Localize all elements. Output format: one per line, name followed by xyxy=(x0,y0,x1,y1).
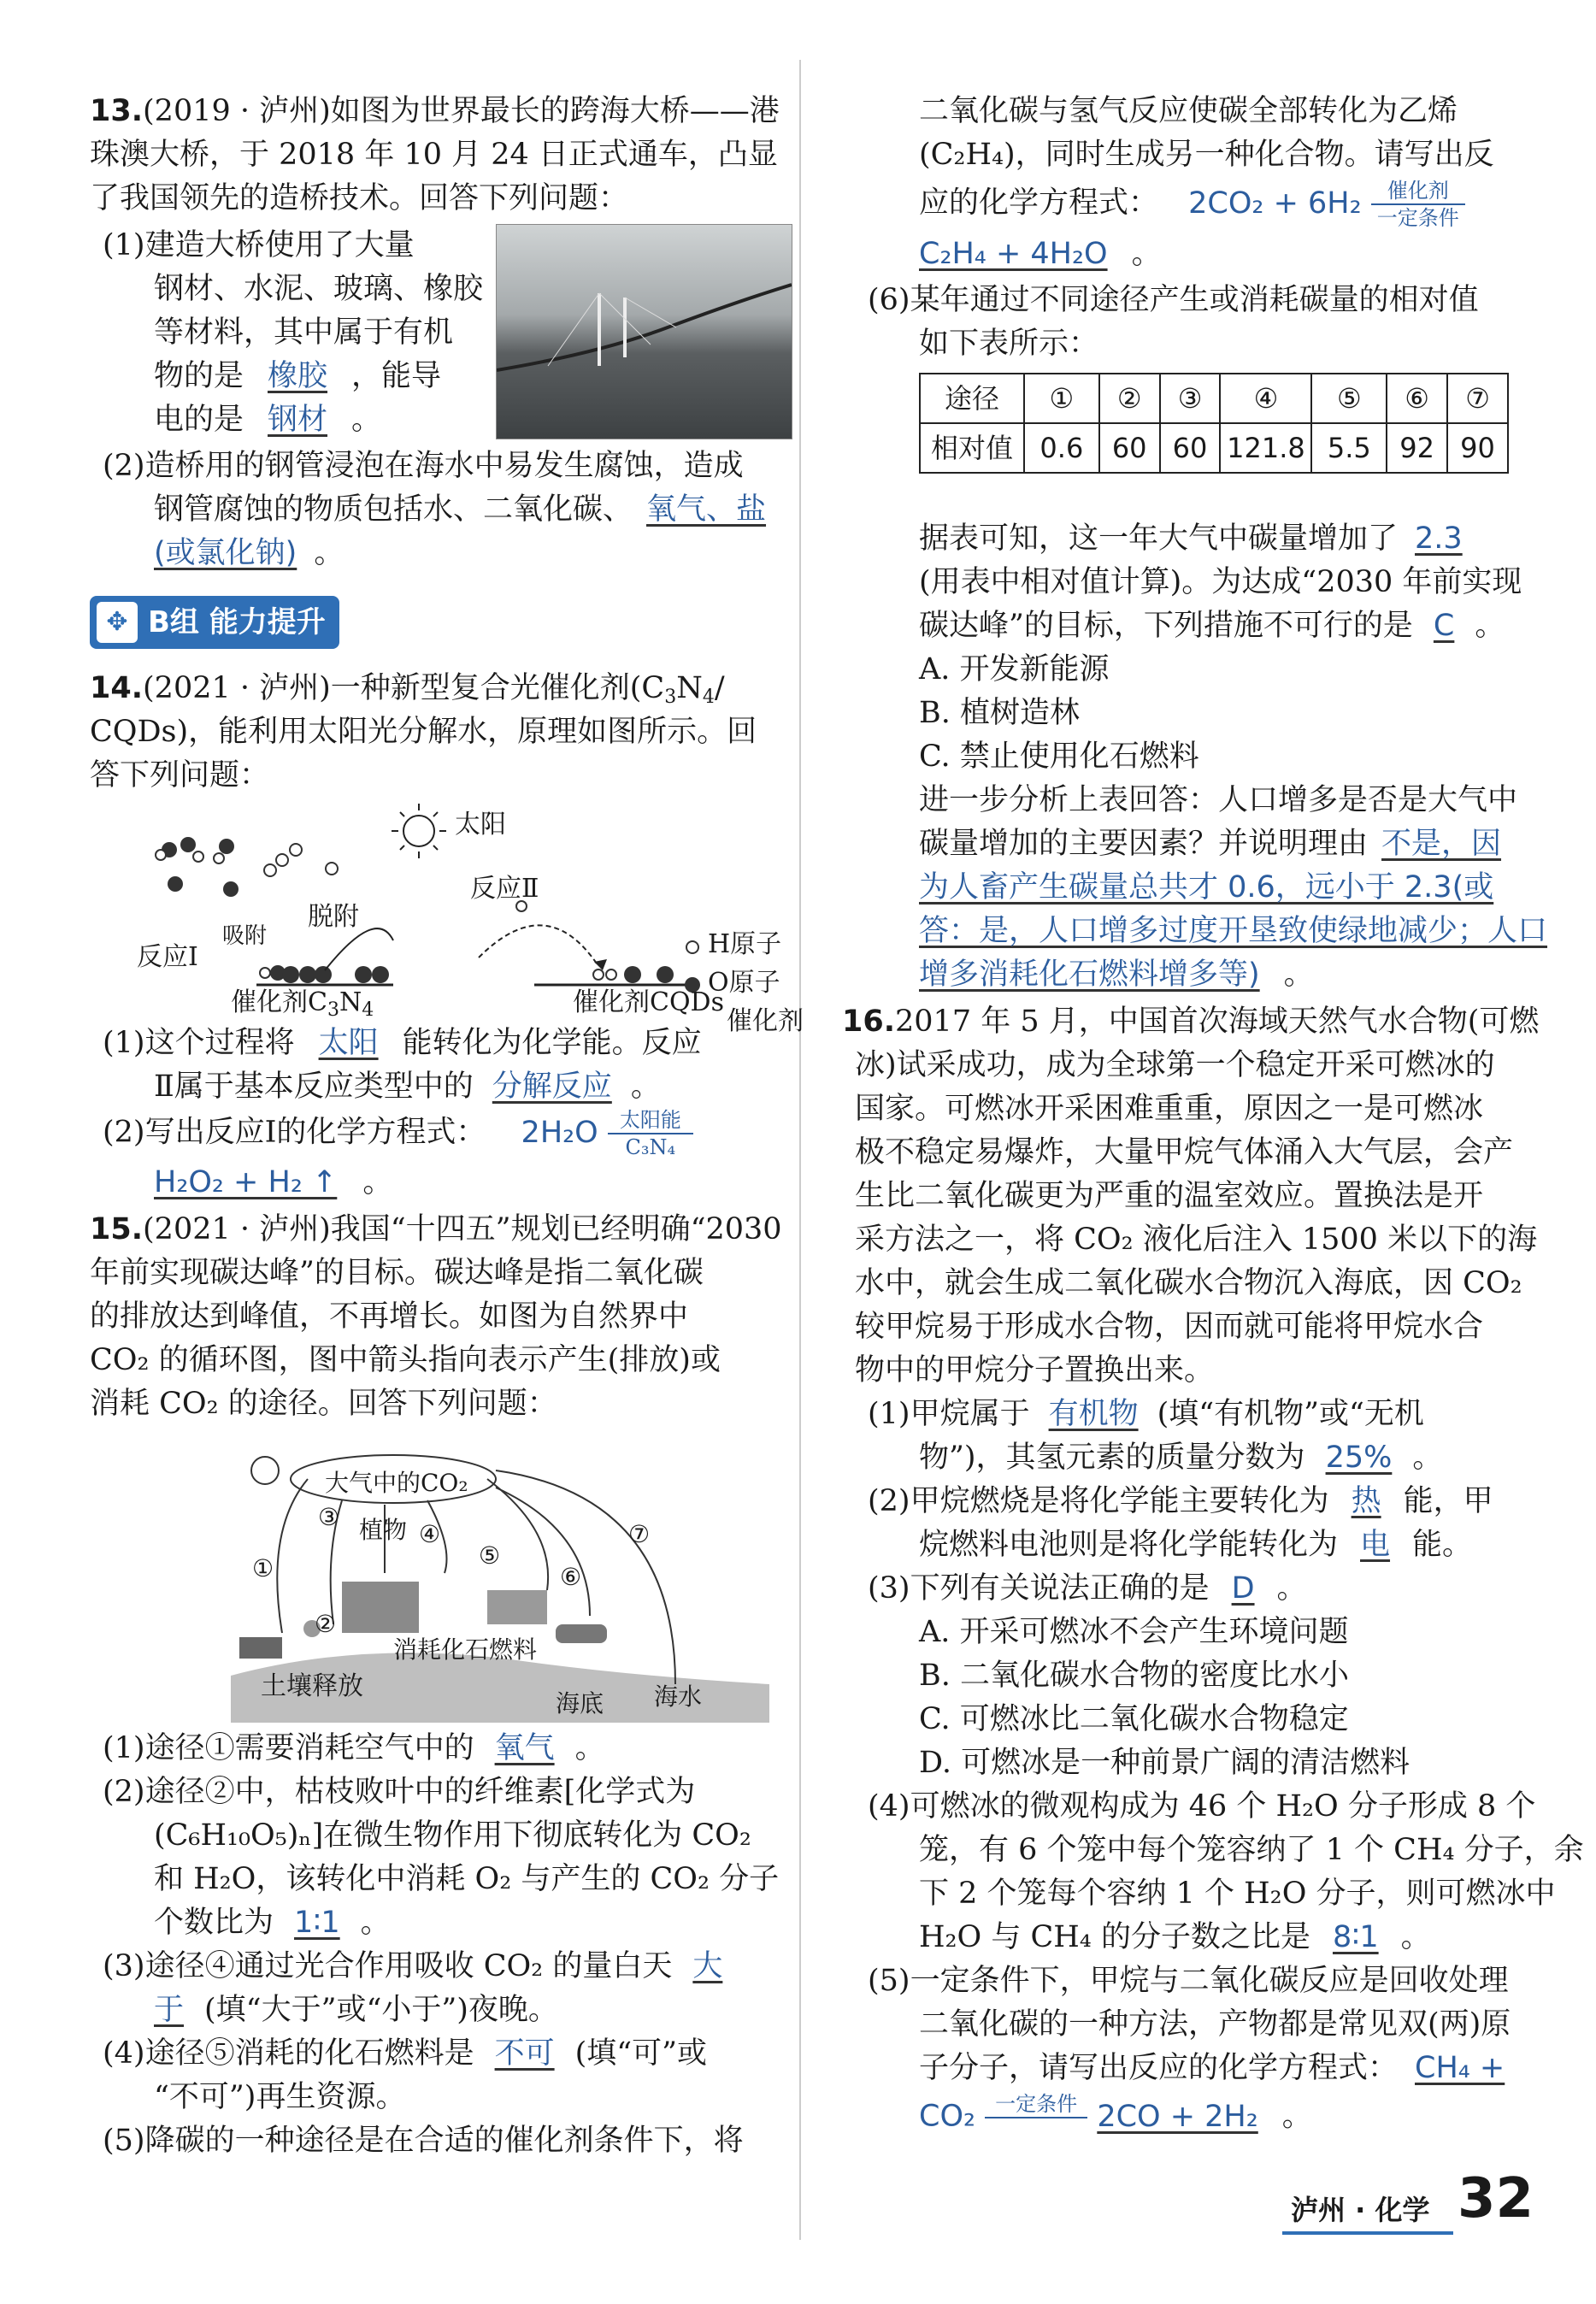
fig-label-seabed: 海底 xyxy=(556,1689,604,1718)
q16-option-b: B. 二氧化碳水合物的密度比水小 xyxy=(919,1659,1349,1693)
q16-part1-line2: 物”)，其氢元素的质量分数为 25% 。 xyxy=(919,1441,1443,1475)
q13-part1-line4: 物的是 橡胶 ，能导 xyxy=(154,359,442,393)
fig-label-reaction1: 反应Ⅰ xyxy=(137,942,198,972)
q16-part3-line1: (3)下列有关说法正确的是 D 。 xyxy=(868,1571,1307,1606)
q13-part1-line3: 等材料，其中属于有机 xyxy=(154,315,454,350)
q16-stem-line6: 采方法之一，将 CO₂ 液化后注入 1500 米以下的海 xyxy=(855,1223,1538,1257)
fig-label-desorb: 脱附 xyxy=(308,902,359,932)
q15-part5-line5: C₂H₄ + 4H₂O 。 xyxy=(919,237,1162,271)
q15-option-c: C. 禁止使用化石燃料 xyxy=(919,740,1199,774)
q16-line1: 16.2017 年 5 月，中国首次海域天然气水合物(可燃 xyxy=(842,1005,1540,1039)
q13-stem-line2: 珠澳大桥，于 2018 年 10 月 24 日正式通车，凸显 xyxy=(90,138,778,172)
q13-answer-organic: 橡胶 xyxy=(268,359,328,393)
q14-line1: 14.(2021 · 泸州)一种新型复合光催化剂($C_3N_4/$ xyxy=(90,671,725,708)
q14-equation-left: 2H₂O xyxy=(521,1115,598,1150)
q16-stem-line3: 国家。可燃冰开采困难重重，原因之一是可燃冰 xyxy=(855,1092,1484,1126)
bridge-illustration xyxy=(497,225,792,439)
table-cell: ⑦ xyxy=(1447,374,1508,423)
q15-part3-line2: 于 (填“大于”或“小于”)夜晚。 xyxy=(154,1993,558,2027)
fig-path-6: ⑥ xyxy=(560,1563,582,1591)
table-cell: 0.6 xyxy=(1024,423,1099,473)
q16-stem-line8: 较甲烷易于形成水合物，因而就可能将甲烷水合 xyxy=(855,1310,1484,1344)
q13-part2-line1: (2)造桥用的钢管浸泡在海水中易发生腐蚀，造成 xyxy=(103,449,744,483)
q15-part2-line3: 和 H₂O，该转化中消耗 O₂ 与产生的 CO₂ 分子 xyxy=(154,1862,780,1896)
q13-part2-line2: 钢管腐蚀的物质包括水、二氧化碳、 氧气、盐 xyxy=(154,492,767,527)
q16-answer-molecule-ratio: 8∶1 xyxy=(1332,1920,1379,1954)
legend-o-atom: O原子 xyxy=(708,968,780,998)
footer-subject: 泸州 · 化学 xyxy=(1291,2194,1430,2226)
table-cell: ④ xyxy=(1220,374,1311,423)
q15-answer-reason-2-line xyxy=(919,866,1493,910)
fig-label-sun: 太阳 xyxy=(455,810,506,840)
table-cell: ⑥ xyxy=(1387,374,1447,423)
table-cell: ⑤ xyxy=(1311,374,1387,423)
q16-part4-line4: H₂O 与 CH₄ 的分子数之比是 8∶1 。 xyxy=(919,1920,1431,1954)
q16-answer-organic: 有机物 xyxy=(1048,1397,1139,1431)
q13-answer-corrosion-a: 氧气、盐 xyxy=(646,492,767,527)
column-divider xyxy=(799,60,801,2240)
q14-equation-condition: $\frac{\text{太阳能}}{\text{C₃N₄}}$ xyxy=(608,1109,693,1158)
q15-answer-measure: C xyxy=(1433,609,1455,643)
q13-part2-line3: (或氯化钠) 。 xyxy=(154,536,345,570)
q15-part1: (1)途径①需要消耗空气中的 氧气 。 xyxy=(103,1731,605,1765)
fig-label-soil: 土壤释放 xyxy=(261,1671,363,1701)
q16-option-c: C. 可燃冰比二氧化碳水合物稳定 xyxy=(919,1702,1349,1736)
compress-arrows-icon: ✥ xyxy=(97,602,138,643)
q16-equation-condition: 一定条件 xyxy=(985,2093,1087,2142)
section-banner xyxy=(90,596,339,649)
q15-option-a: A. 开发新能源 xyxy=(919,652,1110,686)
q16-stem-line5: 生比二氧化碳更为严重的温室效应。置换法是开 xyxy=(855,1179,1484,1213)
q14-part1-line1: (1)这个过程将 太阳 能转化为化学能。反应 xyxy=(103,1026,702,1060)
table-cell: ② xyxy=(1099,374,1160,423)
q15-table-analysis-line2: (用表中相对值计算)。为达成“2030 年前实现 xyxy=(919,565,1522,599)
q15-part2-line2: (C₆H₁₀O₅)ₙ]在微生物作用下彻底转化为 CO₂ xyxy=(154,1818,751,1853)
q13-source: (2019 · 泸州) xyxy=(143,94,331,128)
q15-part2-line4: 个数比为 1∶1 。 xyxy=(154,1906,391,1940)
q16-part5-line2: 二氧化碳的一种方法，产物都是常见双(两)原 xyxy=(919,2007,1511,2042)
q15-equation-condition: $\frac{\text{催化剂}}{\text{一定条件}}$ xyxy=(1371,180,1465,229)
photocatalysis-diagram xyxy=(137,795,804,1036)
fig-label-fossil: 消耗化石燃料 xyxy=(393,1635,538,1664)
q13-stem-line3: 了我国领先的造桥技术。回答下列问题： xyxy=(90,181,629,215)
q15-stem-line5: 消耗 CO₂ 的途径。回答下列问题： xyxy=(90,1387,557,1421)
q15-part5-line4: 应的化学方程式： $2CO_2 + 6H_2 \frac{\text{催化剂}}{\text{一定条件}}$ xyxy=(919,180,1465,229)
carbon-cycle-diagram xyxy=(231,1428,769,1723)
q14-number: 14. xyxy=(90,671,144,705)
q15-stem-line4: CO₂ 的循环图，图中箭头指向表示产生(排放)或 xyxy=(90,1343,721,1377)
q13-stem: 如图为世界最长的跨海大桥——港 xyxy=(330,94,780,128)
table-cell: 121.8 xyxy=(1220,423,1311,473)
fig-path-3: ③ xyxy=(318,1503,340,1531)
table-header-row xyxy=(920,374,1508,423)
carbon-value-table xyxy=(919,373,1509,474)
fig-path-7: ⑦ xyxy=(628,1520,651,1548)
q16-part5-line3: 子分子，请写出反应的化学方程式： CH₄ + xyxy=(919,2051,1505,2085)
q15-part5-line3: (C₂H₄)，同时生成另一种化合物。请写出反 xyxy=(919,138,1494,172)
q13-part1-line5: 电的是 钢材 。 xyxy=(154,403,382,437)
legend-h-atom: H原子 xyxy=(708,929,782,959)
q15-part6-line1: (6)某年通过不同途径产生或消耗碳量的相对值 xyxy=(868,283,1479,317)
q16-number: 16. xyxy=(842,1005,896,1039)
q13-line1 xyxy=(90,90,780,133)
fig-path-1: ① xyxy=(252,1554,274,1582)
q16-equation-left: CH₄ + xyxy=(1415,2051,1505,2085)
fig-label-seawater: 海水 xyxy=(654,1682,703,1711)
table-cell: ① xyxy=(1024,374,1099,423)
q15-part6-line2: 如下表所示： xyxy=(919,327,1099,361)
q16-answer-heat: 热 xyxy=(1351,1484,1381,1518)
banner-label: B组 能力提升 xyxy=(148,604,326,639)
fig-label-plant: 植物 xyxy=(359,1516,408,1544)
q16-stem-line4: 极不稳定易爆炸，大量甲烷气体涌入大气层，会产 xyxy=(855,1135,1514,1170)
q16-option-d: D. 可燃冰是一种前景广阔的清洁燃料 xyxy=(919,1746,1410,1780)
q14-part2-line2: H₂O₂ + H₂ ↑ 。 xyxy=(154,1165,393,1199)
q15-part4-line1: (4)途径⑤消耗的化石燃料是 不可 (填“可”或 xyxy=(103,2036,708,2071)
legend-catalyst: 催化剂 xyxy=(727,1006,804,1036)
q15-table-analysis-line1: 据表可知，这一年大气中碳量增加了 2.3 xyxy=(919,517,1480,561)
q13-answer-conductor: 钢材 xyxy=(268,403,328,437)
table-cell: 60 xyxy=(1099,423,1160,473)
q15-part3-line1: (3)途径④通过光合作用吸收 CO₂ 的量白天 大 xyxy=(103,1949,723,1983)
q16-part5-line4: CO₂ 一定条件 2CO + 2H₂ 。 xyxy=(919,2093,1312,2142)
fig-label-reaction2: 反应Ⅱ xyxy=(470,874,539,904)
table-cell: 90 xyxy=(1447,423,1508,473)
q14-answer-energy: 太阳 xyxy=(318,1026,379,1060)
q14-stem-line3: 答下列问题： xyxy=(90,758,270,793)
q15-part5-line2: 二氧化碳与氢气反应使碳全部转化为乙烯 xyxy=(919,94,1458,128)
q14-part1-line2: Ⅱ属于基本反应类型中的 分解反应 。 xyxy=(154,1070,661,1104)
q15-number: 15. xyxy=(90,1212,144,1246)
q13-part1-line2: 钢材、水泥、玻璃、橡胶 xyxy=(154,272,484,306)
q15-followup-line2: 碳量增加的主要因素？并说明理由 不是，因 xyxy=(919,827,1502,861)
q16-part4-line2: 笼，有 6 个笼中每个笼容纳了 1 个 CH₄ 分子，余 xyxy=(919,1833,1584,1867)
q15-stem-line3: 的排放达到峰值，不再增长。如图为自然界中 xyxy=(90,1299,689,1334)
q15-followup-line1: 进一步分析上表回答：人口增多是否是大气中 xyxy=(919,783,1518,817)
fig-label-cat1: 催化剂$C_3N_4$ xyxy=(231,987,374,1021)
fig-path-4: ④ xyxy=(419,1520,441,1548)
q15-answer-increase: 2.3 xyxy=(1415,521,1463,556)
fig-label-cat2: 催化剂CQDs xyxy=(573,987,724,1017)
q16-part2-line1: (2)甲烷燃烧是将化学能主要转化为 热 能，甲 xyxy=(868,1484,1493,1518)
table-value-row xyxy=(920,423,1508,473)
q15-answer-reason-1: 不是，因 xyxy=(1381,827,1502,861)
q15-answer-daytime-b: 于 xyxy=(154,1993,185,2027)
q16-part4-line3: 下 2 个笼每个容纳 1 个 H₂O 分子，则可燃冰中 xyxy=(919,1877,1556,1911)
q16-stem-line7: 水中，就会生成二氧化碳水合物沉入海底，因 CO₂ xyxy=(855,1266,1522,1300)
q15-part2-line1: (2)途径②中，枯枝败叶中的纤维素[化学式为 xyxy=(103,1775,696,1809)
q15-answer-ratio: 1∶1 xyxy=(294,1906,340,1940)
q16-part4-line1: (4)可燃冰的微观构成为 46 个 H₂O 分子形成 8 个 xyxy=(868,1789,1536,1824)
q13-answer-corrosion-b: (或氯化钠) xyxy=(154,536,297,570)
fig-label-air-co2: 大气中的CO₂ xyxy=(325,1469,468,1497)
table-cell: ③ xyxy=(1160,374,1221,423)
q15-part4-line2: “不可”)再生资源。 xyxy=(154,2080,406,2114)
page-number: 32 xyxy=(1458,2167,1534,2230)
q13-part1-line1: (1)建造大桥使用了大量 xyxy=(103,228,415,262)
q16-stem-line2: 冰)试采成功，成为全球第一个稳定开采可燃冰的 xyxy=(855,1048,1495,1082)
q16-answer-mass-fraction: 25% xyxy=(1325,1441,1393,1475)
table-cell: 途径 xyxy=(920,374,1024,423)
table-cell: 60 xyxy=(1160,423,1221,473)
q13-number: 13. xyxy=(90,94,144,128)
q15-answer-reason-2: 为人畜产生碳量总共才 0.6，远小于 2.3(或 xyxy=(919,870,1494,905)
q14-equation-right: H₂O₂ + H₂ ↑ xyxy=(154,1165,338,1199)
q15-equation-right: C₂H₄ + 4H₂O xyxy=(919,237,1108,271)
q16-part2-line2: 烷燃料电池则是将化学能转化为 电 能。 xyxy=(919,1528,1473,1562)
q16-option-a: A. 开采可燃冰不会产生环境问题 xyxy=(919,1615,1349,1649)
q16-part1-line1: (1)甲烷属于 有机物 (填“有机物”或“无机 xyxy=(868,1397,1424,1431)
q16-answer-correct: D xyxy=(1231,1571,1255,1606)
q14-part2-line1: (2)写出反应Ⅰ的化学方程式： $2H_2O \frac{\text{太阳能}}{\text{C₃N₄}}$ xyxy=(103,1109,693,1158)
fig-path-5: ⑤ xyxy=(479,1541,501,1570)
q16-answer-electric: 电 xyxy=(1360,1528,1391,1562)
q15-answer-oxygen: 氧气 xyxy=(494,1731,555,1765)
q15-part5-line1: (5)降碳的一种途径是在合适的催化剂条件下，将 xyxy=(103,2124,744,2158)
fig-path-2: ② xyxy=(315,1610,337,1638)
q15-table-analysis-line3: 碳达峰”的目标，下列措施不可行的是 C 。 xyxy=(919,609,1505,643)
q15-line1: 15.(2021 · 泸州)我国“十四五”规划已经明确“2030 xyxy=(90,1212,782,1246)
q16-stem-line9: 物中的甲烷分子置换出来。 xyxy=(855,1353,1215,1388)
q15-stem-line2: 年前实现碳达峰”的目标。碳达峰是指二氧化碳 xyxy=(90,1256,704,1290)
q16-part5-line1: (5)一定条件下，甲烷与二氧化碳反应是回收处理 xyxy=(868,1964,1509,1998)
table-cell: 5.5 xyxy=(1311,423,1387,473)
table-cell: 92 xyxy=(1387,423,1447,473)
q14-answer-reaction-type: 分解反应 xyxy=(492,1070,612,1104)
q15-equation-left: 2CO₂ + 6H₂ xyxy=(1188,186,1362,221)
q15-option-b: B. 植树造林 xyxy=(919,696,1080,730)
q15-answer-reason-4: 增多消耗化石燃料增多等) xyxy=(919,958,1260,992)
bridge-photo xyxy=(496,224,792,439)
fig-label-adsorb: 吸附 xyxy=(222,923,268,949)
q16-equation-right: 2CO + 2H₂ xyxy=(1097,2099,1258,2134)
q14-stem-line2: CQDs)，能利用太阳光分解水，原理如图所示。回 xyxy=(90,715,757,749)
q15-answer-reason-4-line: 增多消耗化石燃料增多等) 。 xyxy=(919,958,1314,992)
q15-answer-daytime-a: 大 xyxy=(692,1949,723,1983)
footer-underline xyxy=(1282,2231,1453,2235)
table-cell: 相对值 xyxy=(920,423,1024,473)
q15-answer-reason-3-line xyxy=(919,910,1547,953)
q15-answer-reason-3: 答：是，人口增多过度开垦致使绿地减少；人口 xyxy=(919,914,1548,948)
q16-equation-co2: CO₂ xyxy=(919,2099,976,2134)
q15-answer-renewable: 不可 xyxy=(494,2036,555,2071)
